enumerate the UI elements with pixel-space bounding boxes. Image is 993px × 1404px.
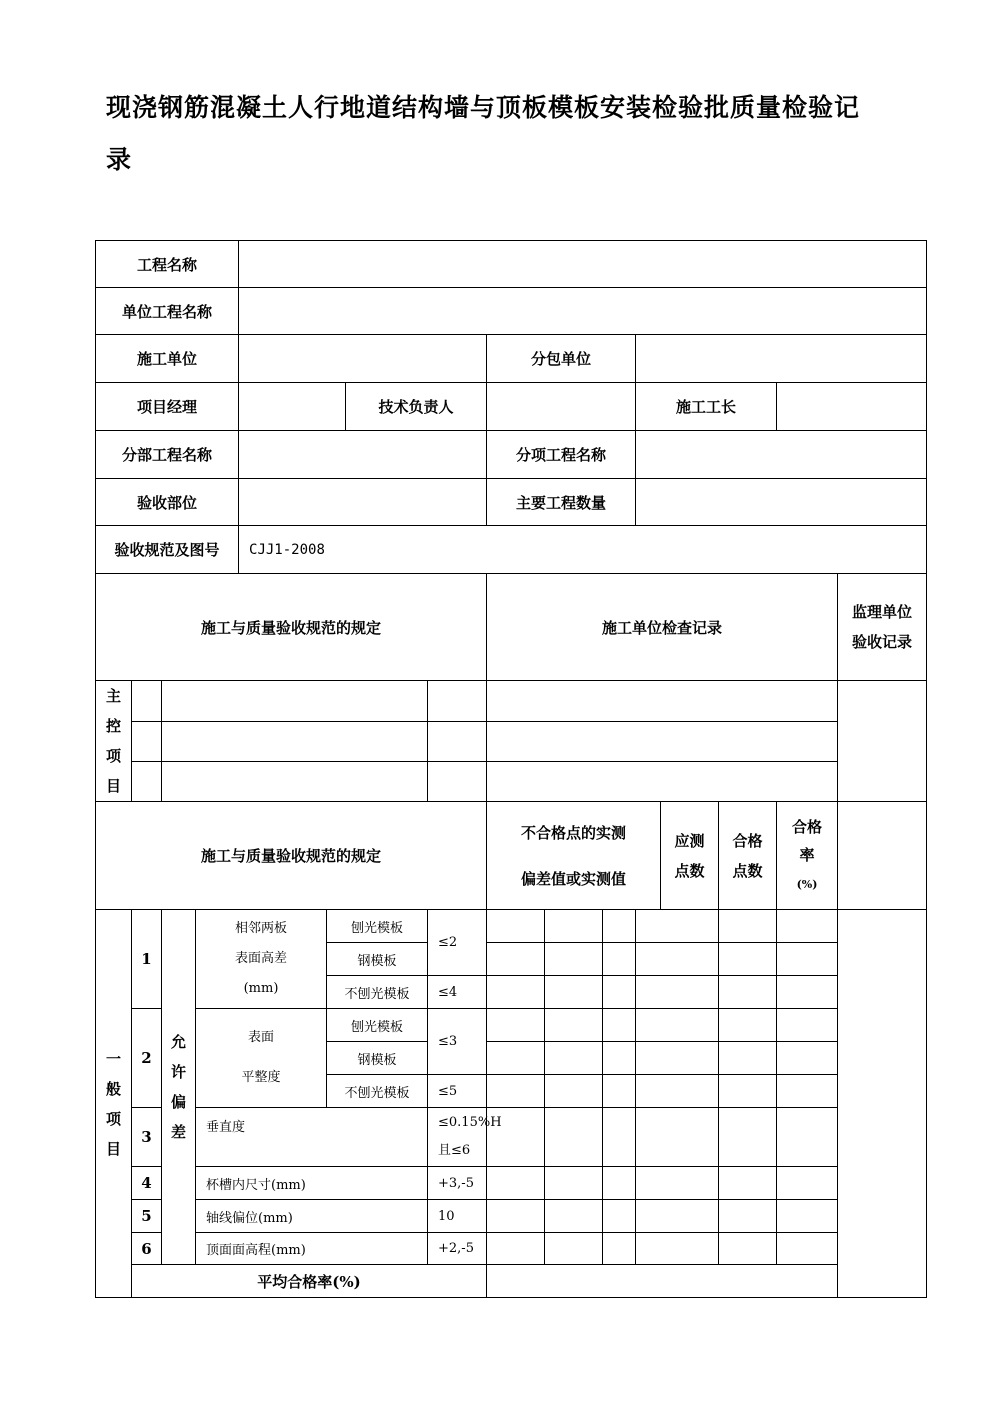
measure-cell[interactable] xyxy=(545,1075,603,1108)
measure-cell[interactable] xyxy=(636,1075,719,1108)
measure-cell[interactable] xyxy=(603,1009,636,1042)
measure-cell[interactable] xyxy=(719,1233,777,1265)
main-control-cell[interactable] xyxy=(132,762,162,802)
item1-name-line2: 表面高差 xyxy=(235,951,288,966)
tolerance-value xyxy=(428,1108,502,1167)
item1-name-line3: (mm) xyxy=(243,981,279,996)
measure-cell[interactable] xyxy=(603,1200,636,1233)
sub-type: 刨光模板 xyxy=(327,910,428,943)
measure-cell[interactable] xyxy=(545,1200,603,1233)
foreman-field[interactable] xyxy=(777,383,927,431)
supervisor-header: 监理单位验收记录 xyxy=(838,574,927,681)
tech-lead-field[interactable] xyxy=(487,383,636,431)
rate-header xyxy=(777,802,838,910)
measure-cell[interactable] xyxy=(603,1167,636,1200)
item-name xyxy=(196,910,327,1009)
measure-cell[interactable] xyxy=(545,1167,603,1200)
measure-cell[interactable] xyxy=(719,1042,777,1075)
measure-cell[interactable] xyxy=(636,1233,719,1265)
measure-cell[interactable] xyxy=(777,1233,838,1265)
measure-cell[interactable] xyxy=(603,943,636,976)
measure-cell[interactable] xyxy=(545,943,603,976)
measure-cell[interactable] xyxy=(545,1009,603,1042)
average-rate-label: 平均合格率(%) xyxy=(132,1265,487,1298)
measure-cell[interactable] xyxy=(603,1075,636,1108)
rate-header-line2: 率 xyxy=(799,845,815,864)
measure-cell[interactable] xyxy=(719,1167,777,1200)
measure-cell[interactable] xyxy=(777,1009,838,1042)
measure-cell[interactable] xyxy=(603,1108,636,1167)
measure-cell[interactable] xyxy=(636,910,719,943)
main-control-cell[interactable] xyxy=(162,681,428,722)
item2-name-line2: 平整度 xyxy=(241,1070,281,1085)
measure-cell[interactable] xyxy=(777,1042,838,1075)
measure-cell[interactable] xyxy=(487,976,545,1009)
main-control-check-cell[interactable] xyxy=(487,721,838,762)
item-number: 2 xyxy=(132,1009,162,1108)
subcontractor-label: 分包单位 xyxy=(487,335,636,383)
measure-cell[interactable] xyxy=(487,1042,545,1075)
tolerance-value: +3,-5 xyxy=(428,1167,487,1200)
project-manager-label: 项目经理 xyxy=(96,383,239,431)
inspection-form-table xyxy=(95,240,927,1298)
tolerance-value: +2,-5 xyxy=(428,1233,487,1265)
item1-name-line1: 相邻两板 xyxy=(235,921,288,936)
measure-cell[interactable] xyxy=(777,943,838,976)
measure-cell[interactable] xyxy=(487,1009,545,1042)
item3-value-line1: ≤0.15%H xyxy=(438,1115,502,1130)
main-control-label: 主控项目 xyxy=(96,681,132,802)
project-name-field[interactable] xyxy=(239,241,927,288)
measure-cell[interactable] xyxy=(545,1233,603,1265)
spec-label: 验收规范及图号 xyxy=(96,526,239,574)
sub-type: 不刨光模板 xyxy=(327,1075,428,1108)
measure-cell[interactable] xyxy=(636,1167,719,1200)
measure-cell[interactable] xyxy=(636,976,719,1009)
measure-cell[interactable] xyxy=(603,1233,636,1265)
measure-cell[interactable] xyxy=(487,1075,545,1108)
measure-cell[interactable] xyxy=(777,1075,838,1108)
tolerance-value: ≤4 xyxy=(428,976,487,1009)
measure-cell[interactable] xyxy=(777,910,838,943)
general-supervisor-header-cell xyxy=(838,802,927,910)
foreman-label: 施工工长 xyxy=(636,383,777,431)
measure-cell[interactable] xyxy=(777,1200,838,1233)
measure-cell[interactable] xyxy=(777,1167,838,1200)
measure-cell[interactable] xyxy=(487,1167,545,1200)
division-label: 分部工程名称 xyxy=(96,431,239,479)
item-number: 6 xyxy=(132,1233,162,1265)
spec-value[interactable]: CJJ1-2008 xyxy=(239,526,927,574)
general-supervisor-cell[interactable] xyxy=(838,910,927,1298)
item-number: 5 xyxy=(132,1200,162,1233)
item-number: 3 xyxy=(132,1108,162,1167)
main-control-cell[interactable] xyxy=(132,721,162,762)
measure-cell[interactable] xyxy=(487,1200,545,1233)
measure-cell[interactable] xyxy=(719,910,777,943)
measure-cell[interactable] xyxy=(636,1009,719,1042)
main-control-check-cell[interactable] xyxy=(487,762,838,802)
division-field[interactable] xyxy=(239,431,487,479)
average-rate-field[interactable] xyxy=(487,1265,838,1298)
main-control-cell[interactable] xyxy=(428,762,487,802)
measure-cell[interactable] xyxy=(719,1009,777,1042)
measure-cell[interactable] xyxy=(636,1108,719,1167)
acceptance-part-label: 验收部位 xyxy=(96,479,239,526)
allowed-deviation-label: 允许偏差 xyxy=(162,910,196,1265)
main-control-cell[interactable] xyxy=(162,721,428,762)
main-spec-header: 施工与质量验收规范的规定 xyxy=(96,574,487,681)
tolerance-value: ≤2 xyxy=(428,910,487,976)
project-name-label: 工程名称 xyxy=(96,241,239,288)
measure-cell[interactable] xyxy=(545,1108,603,1167)
item-name: 杯槽内尺寸(mm) xyxy=(196,1167,428,1200)
measure-cell[interactable] xyxy=(487,910,545,943)
item-name: 轴线偏位(mm) xyxy=(196,1200,428,1233)
main-control-supervisor-cell[interactable] xyxy=(838,681,927,802)
measure-cell[interactable] xyxy=(545,976,603,1009)
measure-cell[interactable] xyxy=(719,976,777,1009)
tech-lead-label: 技术负责人 xyxy=(346,383,487,431)
acceptance-part-field[interactable] xyxy=(239,479,487,526)
measure-cell[interactable] xyxy=(603,910,636,943)
unit-project-field[interactable] xyxy=(239,288,927,335)
general-spec-header: 施工与质量验收规范的规定 xyxy=(96,802,487,910)
main-check-header: 施工单位检查记录 xyxy=(487,574,838,681)
measure-cell[interactable] xyxy=(603,1042,636,1075)
measure-cell[interactable] xyxy=(636,1200,719,1233)
rate-header-line1: 合格 xyxy=(792,817,823,836)
sub-type: 钢模板 xyxy=(327,943,428,976)
main-control-check-cell[interactable] xyxy=(487,681,838,722)
measure-cell[interactable] xyxy=(545,910,603,943)
subitem-field[interactable] xyxy=(636,431,927,479)
project-manager-field[interactable] xyxy=(239,383,346,431)
main-control-cell[interactable] xyxy=(162,762,428,802)
should-measure-header: 应测点数 xyxy=(661,802,719,910)
deviation-header-line2: 偏差值或实测值 xyxy=(521,869,627,888)
measure-cell[interactable] xyxy=(777,976,838,1009)
item-name xyxy=(196,1009,327,1108)
page-title: 现浇钢筋混凝土人行地道结构墙与顶板模板安装检验批质量检验记录 xyxy=(106,93,861,174)
tolerance-value: ≤5 xyxy=(428,1075,487,1108)
item-number: 1 xyxy=(132,910,162,1009)
deviation-header-line1: 不合格点的实测 xyxy=(521,823,627,842)
item3-value-line2: 且≤6 xyxy=(438,1143,471,1158)
deviation-header xyxy=(487,802,661,910)
main-quantity-label: 主要工程数量 xyxy=(487,479,636,526)
measure-cell[interactable] xyxy=(487,1233,545,1265)
sub-type: 钢模板 xyxy=(327,1042,428,1075)
item-number: 4 xyxy=(132,1167,162,1200)
measure-cell[interactable] xyxy=(719,1075,777,1108)
sub-type: 刨光模板 xyxy=(327,1009,428,1042)
item-name: 垂直度 xyxy=(196,1108,428,1167)
main-quantity-field[interactable] xyxy=(636,479,927,526)
subcontractor-field[interactable] xyxy=(636,335,927,383)
tolerance-value: ≤3 xyxy=(428,1009,487,1075)
measure-cell[interactable] xyxy=(636,943,719,976)
general-items-label: 一般项目 xyxy=(96,910,132,1298)
measure-cell[interactable] xyxy=(545,1042,603,1075)
item2-name-line1: 表面 xyxy=(248,1030,275,1045)
measure-cell[interactable] xyxy=(719,1108,777,1167)
qualified-points-header: 合格点数 xyxy=(719,802,777,910)
unit-project-label: 单位工程名称 xyxy=(96,288,239,335)
main-control-cell[interactable] xyxy=(132,681,162,722)
measure-cell[interactable] xyxy=(719,943,777,976)
construction-unit-label: 施工单位 xyxy=(96,335,239,383)
measure-cell[interactable] xyxy=(636,1042,719,1075)
measure-cell[interactable] xyxy=(777,1108,838,1167)
measure-cell[interactable] xyxy=(487,943,545,976)
construction-unit-field[interactable] xyxy=(239,335,487,383)
item-name: 顶面面高程(mm) xyxy=(196,1233,428,1265)
sub-type: 不刨光模板 xyxy=(327,976,428,1009)
measure-cell[interactable] xyxy=(719,1200,777,1233)
rate-header-unit: (%) xyxy=(796,877,818,891)
main-control-cell[interactable] xyxy=(428,721,487,762)
subitem-label: 分项工程名称 xyxy=(487,431,636,479)
main-control-cell[interactable] xyxy=(428,681,487,722)
measure-cell[interactable] xyxy=(603,976,636,1009)
tolerance-value: 10 xyxy=(428,1200,487,1233)
